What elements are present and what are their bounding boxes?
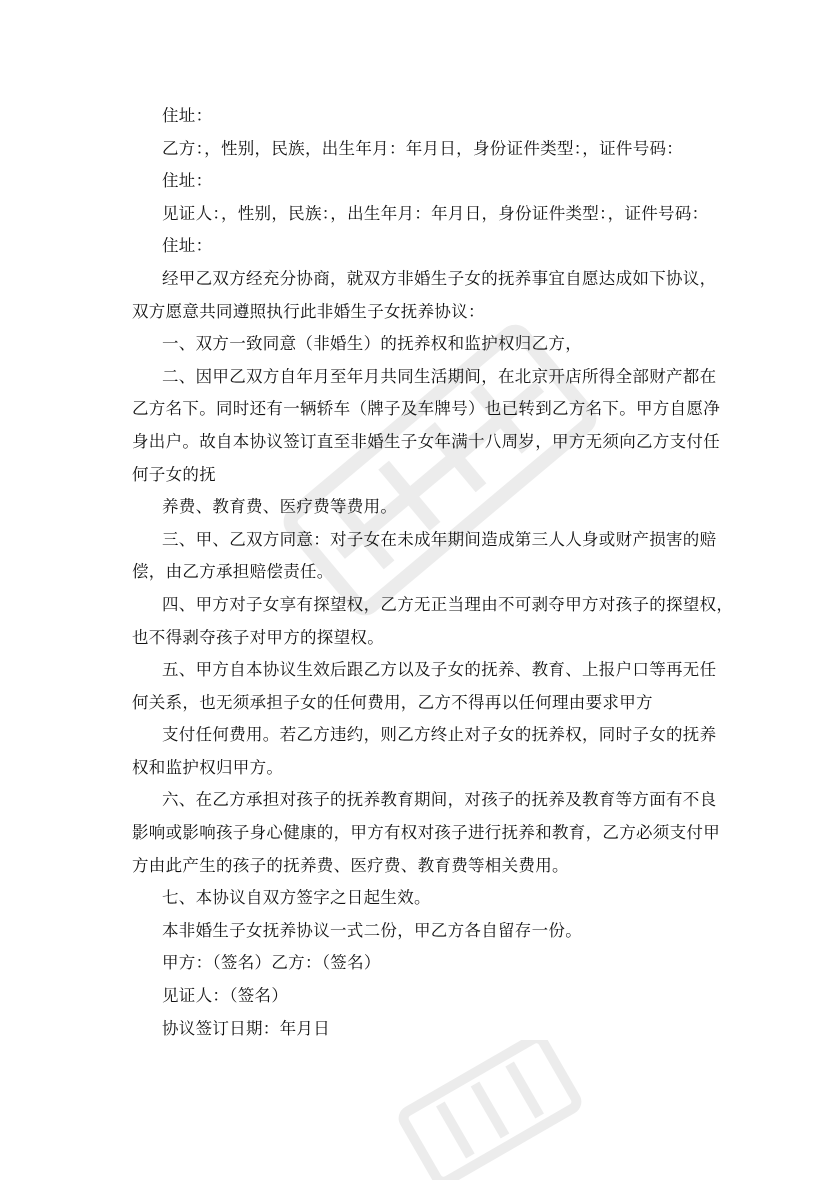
text-line: 乙方名下。同时还有一辆轿车（牌子及车牌号）也已转到乙方名下。甲方自愿净 bbox=[132, 399, 720, 419]
text-line: 影响或影响孩子身心健康的，甲方有权对孩子进行抚养和教育，乙方必须支付甲 bbox=[132, 823, 720, 843]
signature-line: 甲方：（签名）乙方：（签名） bbox=[162, 953, 381, 973]
agreement-body bbox=[132, 100, 734, 1045]
text-line: 本非婚生子女抚养协议一式二份，甲乙方各自留存一份。 bbox=[162, 920, 582, 940]
text-line: 七、本协议自双方签字之日起生效。 bbox=[162, 888, 431, 908]
text-line: 双方愿意共同遵照执行此非婚生子女抚养协议： bbox=[132, 301, 485, 321]
text-line: 一、双方一致同意（非婚生）的抚养权和监护权归乙方， bbox=[162, 334, 582, 354]
text-line: 住址： bbox=[162, 236, 213, 256]
text-line: 二、因甲乙双方自年月至年月共同生活期间，在北京开店所得全部财产都在 bbox=[162, 366, 717, 386]
text-line: 住址： bbox=[162, 171, 213, 191]
text-line: 乙方：，性别，民族，出生年月：年月日，身份证件类型：，证件号码： bbox=[162, 138, 684, 158]
text-line: 支付任何费用。若乙方违约，则乙方终止对子女的抚养权，同时子女的抚养 bbox=[162, 725, 717, 745]
text-line: 三、甲、乙双方同意：对子女在未成年期间造成第三人人身或财产损害的赔 bbox=[162, 529, 717, 549]
text-line: 住址： bbox=[162, 106, 213, 125]
text-line: 何关系，也无须承担子女的任何费用，乙方不得再以任何理由要求甲方 bbox=[132, 692, 653, 712]
text-line: 身出户。故自本协议签订直至非婚生子女年满十八周岁，甲方无须向乙方支付任 bbox=[132, 431, 720, 451]
text-line: 见证人：，性别，民族：，出生年月：年月日，身份证件类型：，证件号码： bbox=[162, 203, 709, 223]
text-line: 经甲乙双方经充分协商，就双方非婚生子女的抚养事宜自愿达成如下协议， bbox=[162, 268, 717, 288]
text-line: 五、甲方自本协议生效后跟乙方以及子女的抚养、教育、上报户口等再无任 bbox=[162, 660, 717, 680]
witness-signature-line: 见证人：（签名） bbox=[162, 986, 289, 1006]
text-line: 偿，由乙方承担赔偿责任。 bbox=[132, 562, 334, 582]
text-line: 何子女的抚 bbox=[132, 464, 216, 484]
text-line: 方由此产生的孩子的抚养费、医疗费、教育费等相关费用。 bbox=[132, 855, 569, 875]
signing-date-line: 协议签订日期：年月日 bbox=[162, 1018, 330, 1038]
text-line: 也不得剥夺孩子对甲方的探望权。 bbox=[132, 627, 384, 647]
text-line: 权和监护权归甲方。 bbox=[132, 757, 284, 777]
text-line: 六、在乙方承担对孩子的抚养教育期间，对孩子的抚养及教育等方面有不良 bbox=[162, 790, 717, 810]
watermark-stamp-bottom bbox=[380, 1040, 600, 1180]
text-line: 四、甲方对子女享有探望权，乙方无正当理由不可剥夺甲方对孩子的探望权， bbox=[162, 594, 734, 614]
text-line: 养费、教育费、医疗费等费用。 bbox=[162, 497, 398, 517]
